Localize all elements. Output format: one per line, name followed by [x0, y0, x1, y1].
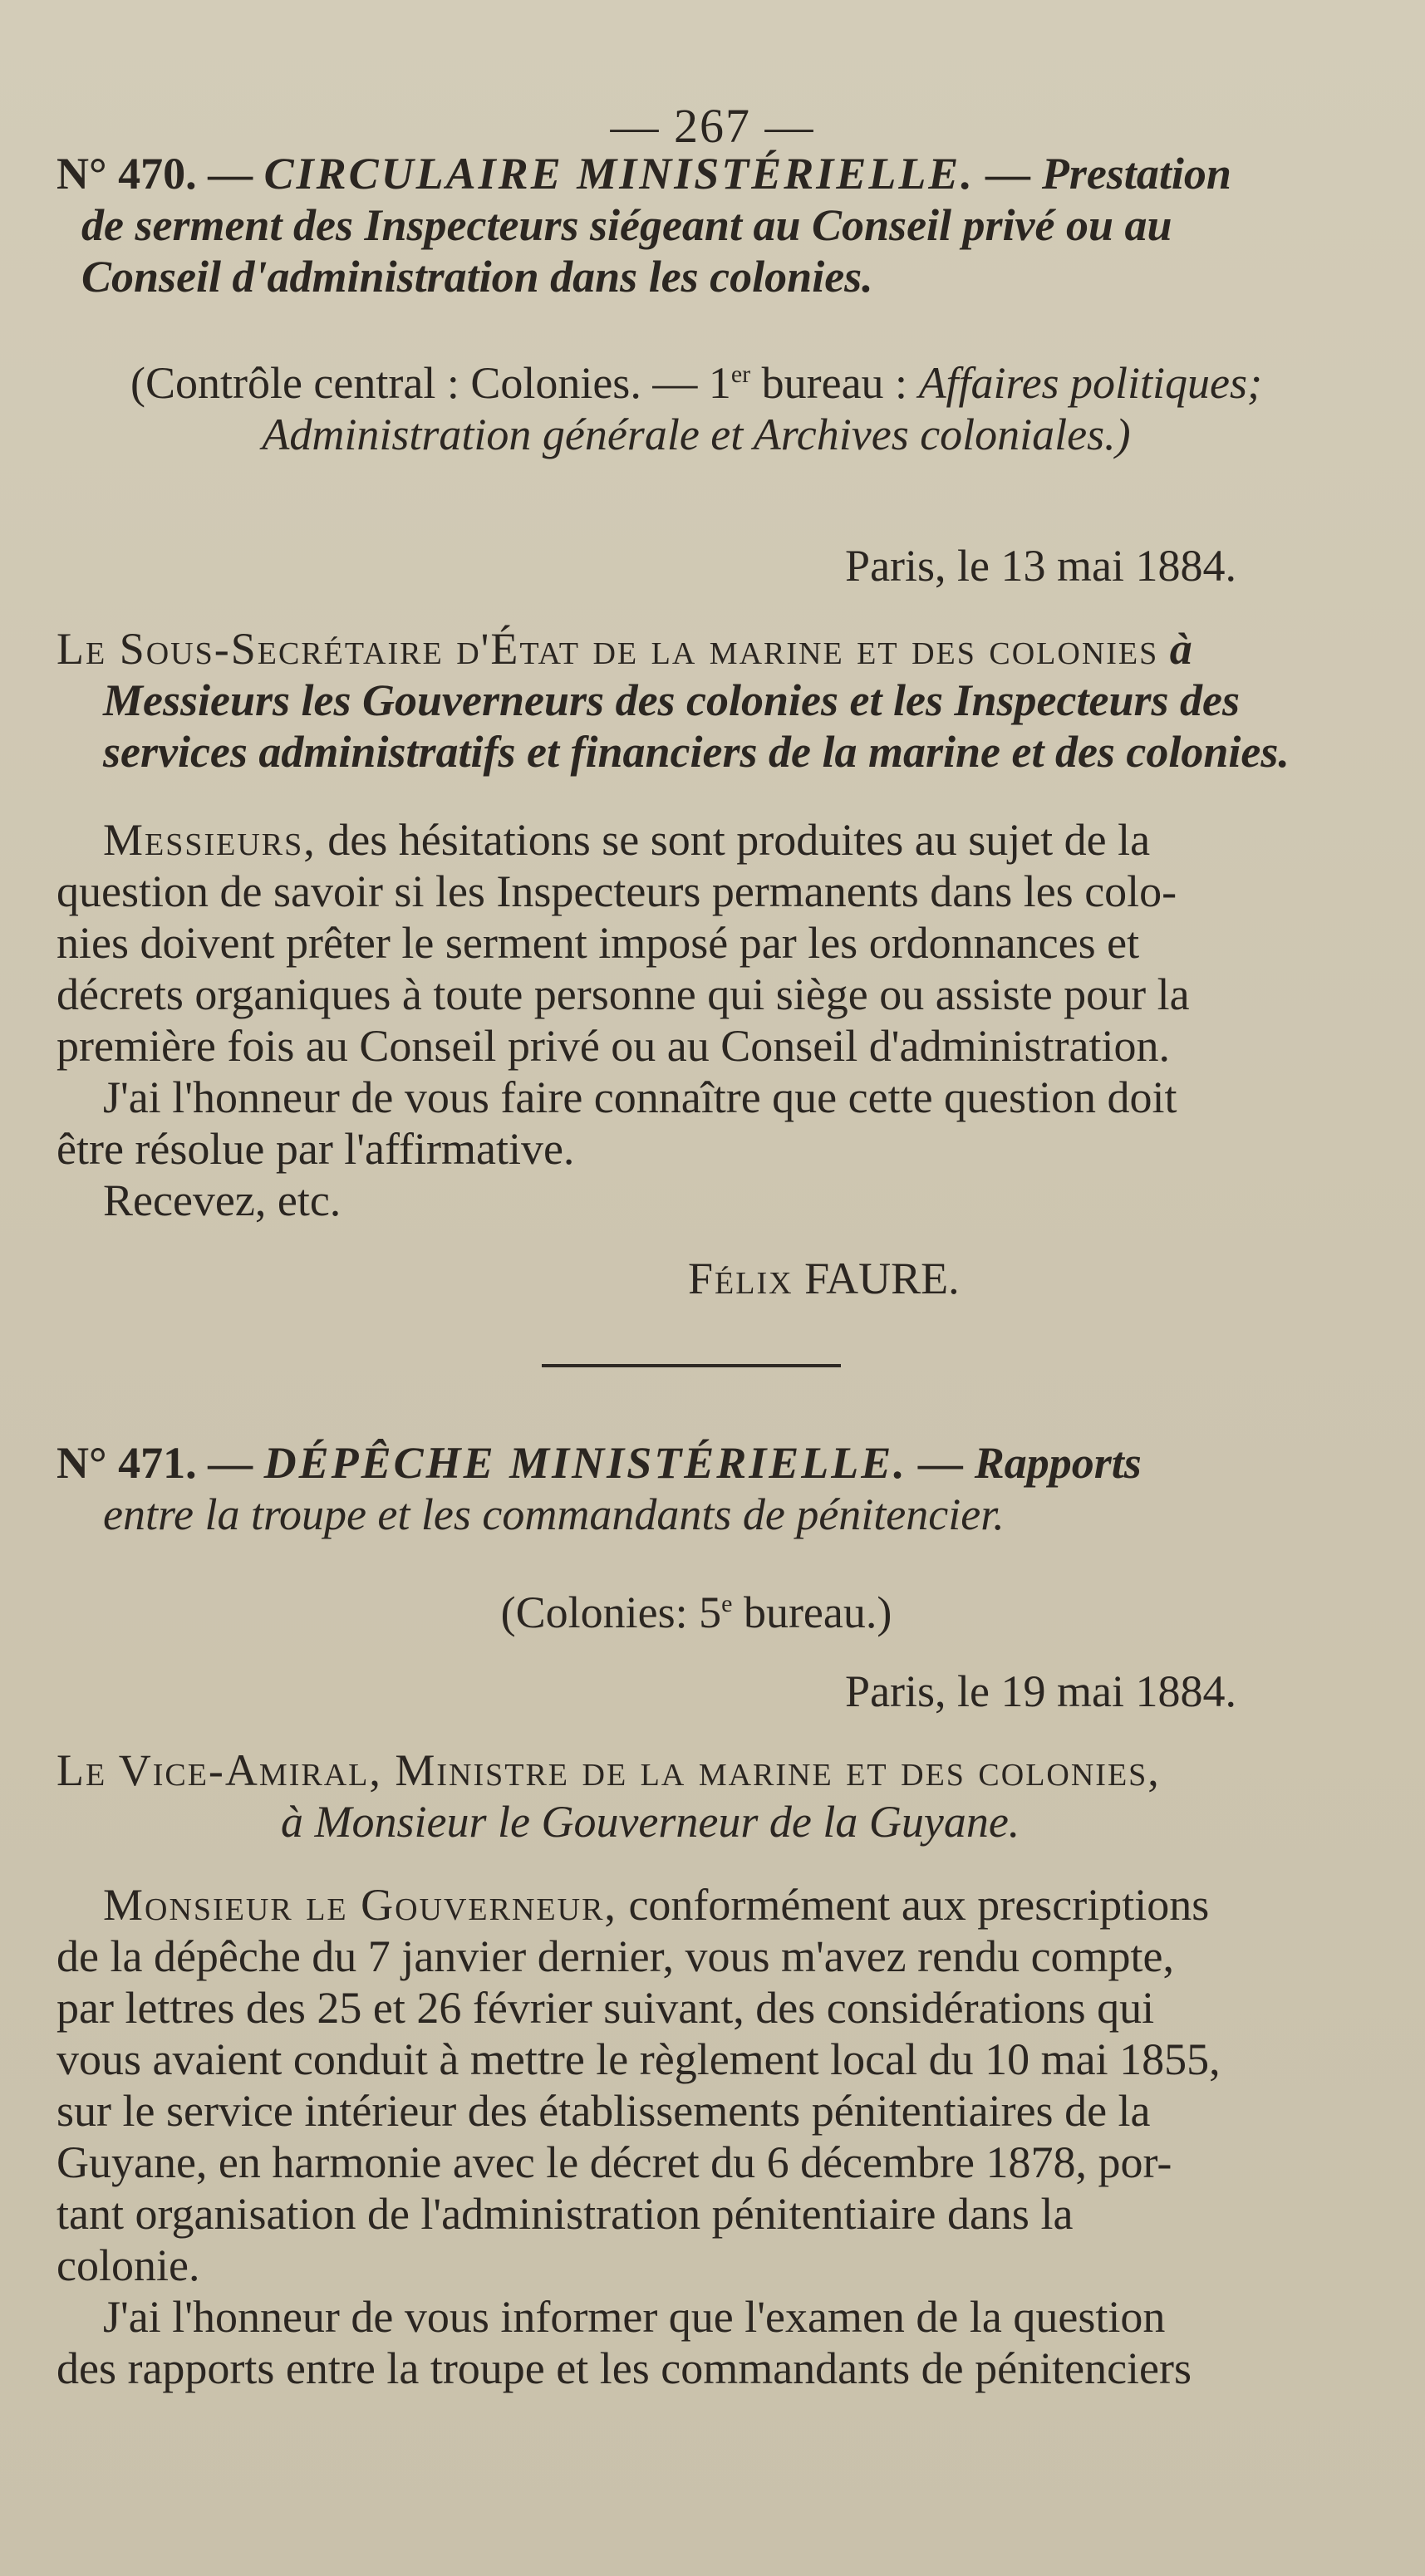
doc471-control-a: (Colonies: 5 [500, 1587, 722, 1637]
doc470-salutation: Messieurs, [103, 815, 317, 865]
doc470-control-it: Affaires politiques; [918, 358, 1263, 408]
doc471-body-line1: conformément aux prescriptions [617, 1880, 1210, 1930]
doc471-body-line3: par lettres des 25 et 26 février suivant, des considérations qui [57, 1983, 1155, 2033]
doc470-body-line7: être résolue par l'affirmative. [57, 1124, 575, 1174]
doc471-body-line5: sur le service intérieur des établissements pénitentiaires de la [57, 2086, 1151, 2136]
doc471-heading [57, 1437, 1336, 1540]
doc470-heading [57, 148, 1336, 302]
doc471-address-sender: Le Vice-Amiral, Ministre de la marine et des colonies, [57, 1745, 1161, 1795]
doc470-control [57, 349, 1336, 460]
doc470-body-line4: décrets organiques à toute personne qui siège ou assiste pour la [57, 969, 1190, 1019]
doc470-date: Paris, le 13 mai 1884. [845, 541, 1236, 591]
doc470-body-line2: question de savoir si les Inspecteurs permanents dans les colo- [57, 866, 1177, 916]
doc471-date: Paris, le 19 mai 1884. [845, 1666, 1236, 1716]
section-divider [542, 1364, 841, 1367]
doc471-body-line4: vous avaient conduit à mettre le règlement local du 10 mai 1855, [57, 2034, 1221, 2084]
doc471-title-line1: — Rapports [918, 1438, 1142, 1488]
doc470-signature-first: Félix [688, 1254, 794, 1303]
doc471-body-line6: Guyane, en harmonie avec le décret du 6 décembre 1878, por- [57, 2137, 1172, 2187]
doc471-control-b: bureau.) [732, 1587, 892, 1637]
doc470-address-line2: Messieurs les Gouverneurs des colonies et les Inspecteurs des [103, 675, 1241, 725]
doc471-body-line2: de la dépêche du 7 janvier dernier, vous m'avez rendu compte, [57, 1931, 1175, 1981]
doc471-salutation: Monsieur le Gouverneur, [103, 1880, 617, 1930]
doc471-address-line2: à Monsieur le Gouverneur de la Guyane. [281, 1797, 1020, 1847]
doc470-dash: — [208, 149, 253, 199]
doc470-control-sup: er [730, 361, 751, 388]
doc471-body [57, 1879, 1336, 2394]
doc470-body-line5: première fois au Conseil privé ou au Conseil d'administration. [57, 1021, 1170, 1071]
doc471-body-line10: des rapports entre la troupe et les commandants de pénitenciers [57, 2343, 1192, 2393]
doc471-control [57, 1578, 1336, 1638]
doc470-control-b: bureau : [750, 358, 919, 408]
doc470-control-a: (Contrôle central : Colonies. — 1 [130, 358, 731, 408]
doc471-number: N° 471. [57, 1438, 197, 1488]
doc471-body-line8: colonie. [57, 2240, 200, 2290]
doc470-address [57, 623, 1336, 778]
doc471-address [57, 1744, 1336, 1847]
doc470-signature [57, 1253, 1336, 1304]
doc470-control-line2: Administration générale et Archives coloniales.) [262, 410, 1131, 459]
doc471-body-line7: tant organisation de l'administration pénitentiaire dans la [57, 2189, 1074, 2239]
doc471-title-line2: entre la troupe et les commandants de pénitencier. [103, 1489, 1005, 1539]
doc470-signature-last: FAURE. [793, 1254, 960, 1303]
doc471-dash: — [208, 1438, 253, 1488]
doc470-title-line1: — Prestation [985, 149, 1231, 199]
doc470-address-sender: Le Sous-Secrétaire d'État de la marine et des colonies [57, 624, 1159, 674]
page-number: — 267 — [610, 99, 815, 153]
doc470-body [57, 814, 1336, 1226]
doc470-address-a: à [1158, 624, 1192, 674]
doc470-body-line6: J'ai l'honneur de vous faire connaître que cette question doit [103, 1072, 1177, 1122]
doc470-title-line2: de serment des Inspecteurs siégeant au Conseil privé ou au [81, 200, 1172, 250]
doc471-kind: DÉPÊCHE MINISTÉRIELLE. [263, 1438, 907, 1488]
doc471-body-line9: J'ai l'honneur de vous informer que l'examen de la question [103, 2292, 1166, 2342]
doc470-number: N° 470. [57, 149, 197, 199]
doc470-address-line3: services administratifs et financiers de la marine et des colonies. [103, 727, 1290, 777]
doc471-control-sup: e [721, 1590, 733, 1617]
doc470-title-line3: Conseil d'administration dans les colonies. [81, 252, 873, 302]
doc470-kind: CIRCULAIRE MINISTÉRIELLE. [263, 149, 975, 199]
doc470-closing: Recevez, etc. [103, 1175, 342, 1225]
doc470-body-line3: nies doivent prêter le serment imposé par les ordonnances et [57, 918, 1140, 968]
doc470-body-line1: des hésitations se sont produites au sujet de la [316, 815, 1151, 865]
